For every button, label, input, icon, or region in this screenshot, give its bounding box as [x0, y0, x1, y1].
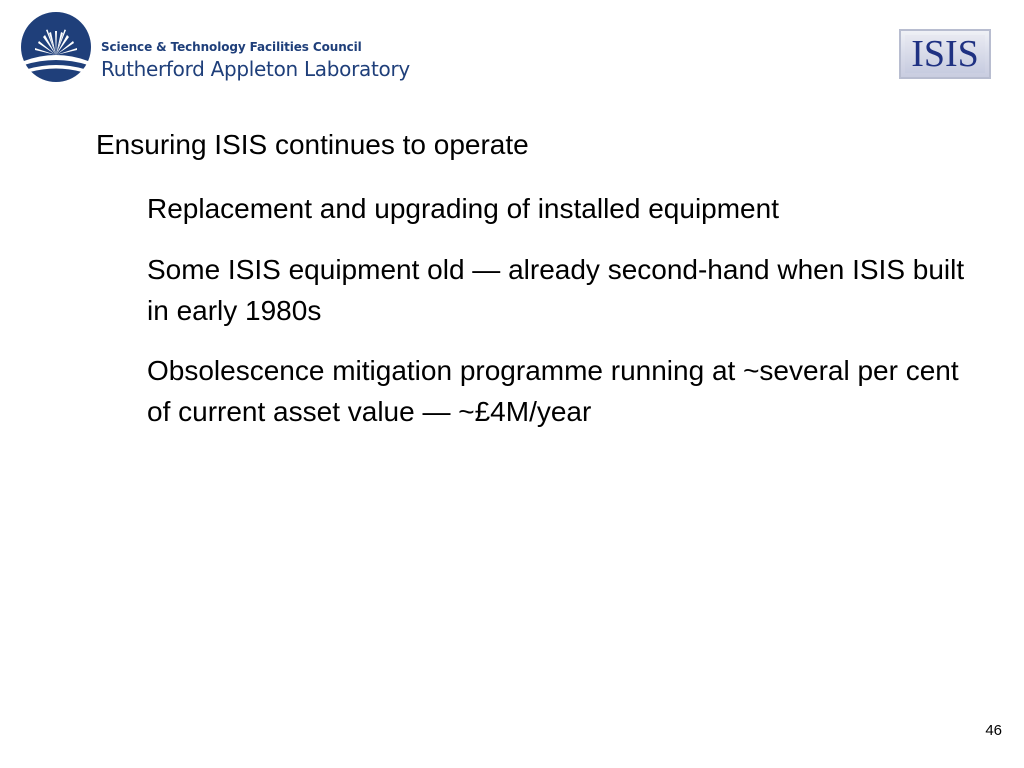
- slide-header: [0, 0, 1024, 100]
- organization-wordmark: [101, 40, 410, 82]
- page-number: 46: [985, 722, 1002, 739]
- bullet-point: Obsolescence mitigation programme running at ~several per cent of current asset value — ~£4M/year: [147, 355, 959, 427]
- isis-logo: [899, 29, 991, 79]
- bullet-point: Replacement and upgrading of installed equipment: [147, 193, 779, 224]
- council-name: Science & Technology Facilities Council: [101, 40, 362, 54]
- isis-logo-panel: [905, 35, 985, 73]
- slide-heading: Ensuring ISIS continues to operate: [96, 129, 529, 160]
- isis-logo-text: ISIS: [911, 33, 979, 75]
- bullet-point: Some ISIS equipment old — already second-hand when ISIS built in early 1980s: [147, 254, 965, 326]
- stfc-sunburst-logo-icon: [20, 11, 92, 83]
- laboratory-name: Rutherford Appleton Laboratory: [101, 57, 410, 81]
